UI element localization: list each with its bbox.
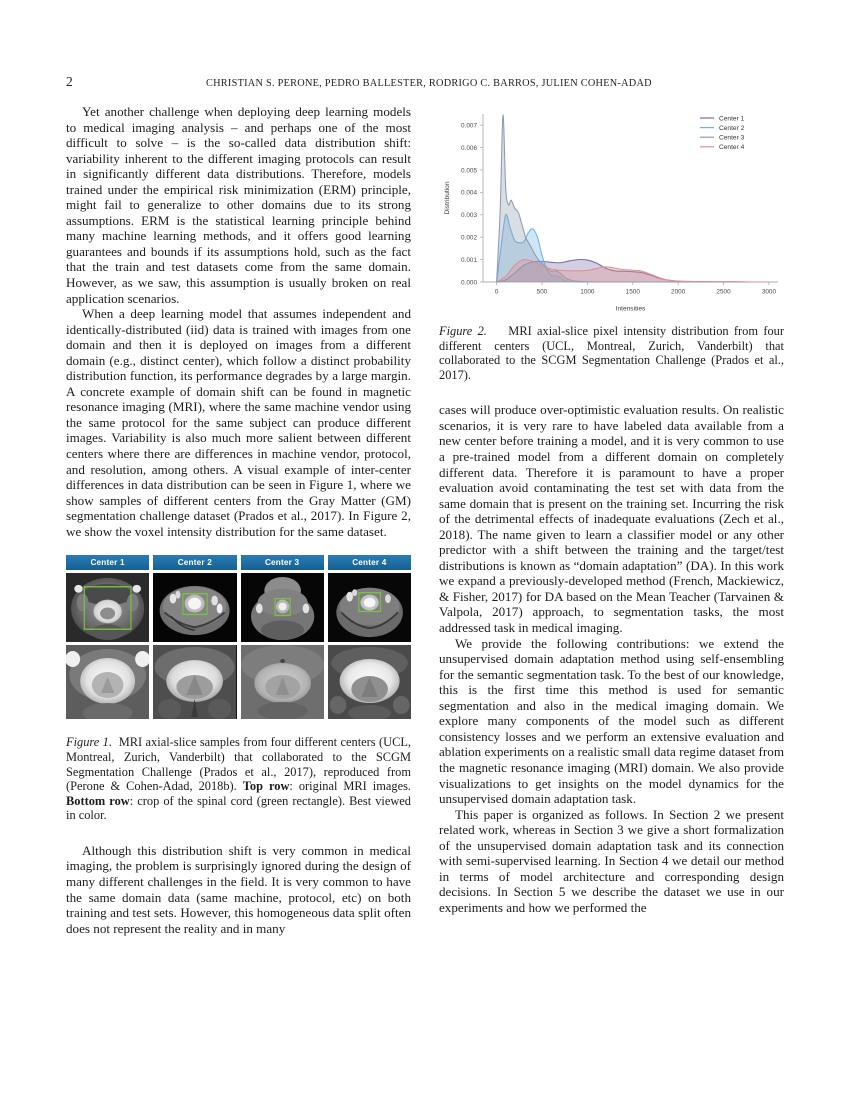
y-tick-label: 0.006 [461,144,477,152]
y-tick-label: 0.005 [461,167,477,175]
figure-1-panel-center-4 [328,555,411,719]
x-tick-label: 2500 [716,288,731,296]
running-head [66,74,784,90]
figure-2-caption [439,324,784,382]
left-paragraph-2: When a deep learning model that assumes independent and identically-distributed (iid) data is trained with images from one domain and then it is deployed on images from a different domain (e.g., distinct center), which follow a distinct probability distribution function, its performance degrades by a large margin. A concrete example of domain shift can be found in magnetic resonance imaging (MRI), where the same machine vendor using the same protocol for the same subject can produce different images. Variability is also much more salient between different centers where there are differences in machine vendor, protocol, and resolution, among others. A visual example of inter-center differences in data distribution can be seen in Figure 1, where we show samples of different centers from the Gray Matter (GM) segmentation challenge dataset (Prados et al., 2017). In Figure 2, we show the voxel intensity distribution for the same dataset. [66,306,411,539]
y-axis-label: Distribution [444,181,451,215]
right-paragraph-3: This paper is organized as follows. In Section 2 we present related work, whereas in Section 3 we give a short formalization of the unsupervised domain adaptation task and its connection with semi-supervised learning. In Section 4 we detail our method in terms of model architecture and corresponding design decisions. In Section 5 we describe the dataset we use in our experiments and how we performed the [439,806,784,915]
x-tick-label: 500 [536,288,548,296]
panel-header-center-2: Center 2 [153,555,236,570]
mri-cord-crop-center-3 [241,645,324,719]
mri-axial-slice-center-4 [328,573,411,642]
body-columns [66,104,784,1034]
left-paragraph-1: Yet another challenge when deploying deep learning models to medical imaging analysis – and perhaps one of the most difficult to solve – is the so-called data distribution shift: variability inherent to the different imaging protocols can result in significantly different data distributions. Therefore, models trained under the empirical risk minimization (ERM) principle, might fail to generalize to other domains due to its strong assumptions. ERM is the statistical learning principle behind many machine learning methods, and it offers good learning guarantees and bounds if its assumptions hold, such as the fact that the train and test datasets come from the same domain. However, as we saw, this assumption is usually broken on real application scenarios. [66,104,411,306]
y-tick-label: 0.004 [461,189,477,197]
figure-1-caption-text: MRI axial-slice samples from four different centers (UCL, Montreal, Zurich, Vanderbilt) that collaborated to the SCGM Segmentation Challenge (Prados et al., 2017), reproduced from (Perone & Cohen-Adad, 2018b). [66,735,411,794]
y-tick-label: 0.002 [461,234,477,242]
legend-label-center-2: Center 2 [719,125,745,132]
left-paragraph-3: Although this distribution shift is very common in medical imaging, the problem is surprisingly ignored during the design of many different challenges in the field. It is very common to have the same domain data (same machine, protocol, etc) on both training and test sets. However, this homogeneous data split often does not represent the reality and in many [66,842,411,936]
mri-axial-slice-center-3 [241,573,324,642]
y-tick-label: 0.001 [461,256,477,264]
mri-cord-crop-center-2 [153,645,236,719]
right-paragraph-2: We provide the following contributions: we extend the unsupervised domain adaptation method using self-ensembling for the semantic segmentation task. To the best of our knowledge, this is the first time this method is used for semantic segmentation and also in the medical imaging domain. We explore many components of the model such as different consistency losses and we perform an extensive evaluation and ablation experiments on a realistic small data regime dataset from the magnetic resonance imaging (MRI) domain. We also provide visualizations to get insights on the model dynamics for the unsupervised domain adaptation task. [439,635,784,807]
figure-1-panel-center-1 [66,555,149,719]
x-tick-label: 1000 [580,288,595,296]
x-tick-label: 3000 [761,288,777,296]
x-axis-label: Intensities [615,305,646,313]
intensity-distribution-chart [439,104,784,316]
right-column [439,104,784,915]
x-tick-label: 2000 [671,288,686,296]
figure-2 [439,104,784,316]
legend-label-center-4: Center 4 [719,144,745,152]
figure-1-grid [66,555,411,719]
y-tick-label: 0.003 [461,212,477,220]
figure-2-caption-text: MRI axial-slice pixel intensity distribution from four different centers (UCL, Montreal, Zurich, Vanderbilt) that collaborated to the SCGM Segmentation Challenge (Prados et al., 2017). [439,324,785,382]
figure-1-caption-bold-2: Bottom row [66,793,130,808]
panel-header-center-1: Center 1 [66,555,149,570]
panel-header-center-4: Center 4 [328,555,411,570]
x-tick-label: 1500 [625,288,640,296]
x-tick-label: 0 [494,288,499,296]
running-head-authors: CHRISTIAN S. PERONE, PEDRO BALLESTER, RODRIGO C. BARROS, JULIEN COHEN-ADAD [206,78,652,89]
figure-1 [66,555,411,719]
figure-1-caption [66,735,411,823]
right-paragraph-1: cases will produce over-optimistic evaluation results. On realistic scenarios, it is very rare to have labeled data available from a new center before training a model, and it is very common to use a pre-trained model from a different domain on completely different data. Therefore it is paramount to have a proper evaluation avoid contaminating the test set with data from the same domain that is present on the training set. Incurring the risk of the detrimental effects of inadequate evaluations (Zech et al., 2018). The name given to learn a classifier model or any other predictor with a shift between the training and the target/test distributions is known as “domain adaptation” (DA). In this work we expand a previously-developed method (French, Mackiewicz, & Fisher, 2017) for DA based on the Mean Teacher (Tarvainen & Valpola, 2017) approach, to segmentation tasks, the most addressed task in medical imaging. [439,402,784,636]
figure-1-panel-center-2 [153,555,236,719]
figure-1-label: Figure 1. [66,735,112,750]
mri-cord-crop-center-1 [66,645,149,719]
mri-cord-crop-center-4 [328,645,411,719]
left-column [66,104,411,936]
mri-axial-slice-center-1 [66,573,149,642]
figure-2-label: Figure 2. [439,324,487,338]
y-tick-label: 0.007 [461,122,477,130]
panel-header-center-3: Center 3 [241,555,324,570]
page-number: 2 [66,74,73,89]
figure-1-caption-bold-1: Top row [242,779,290,794]
mri-axial-slice-center-2 [153,573,236,642]
figure-1-caption-text-3: : crop of the spinal cord (green rectangle). Best viewed in color. [66,793,411,823]
figure-1-caption-text-2: : original MRI images. [289,779,411,794]
figure-1-panel-center-3 [241,555,324,719]
y-tick-label: 0.000 [461,279,477,287]
legend-label-center-3: Center 3 [719,134,745,142]
legend-label-center-1: Center 1 [719,115,745,123]
